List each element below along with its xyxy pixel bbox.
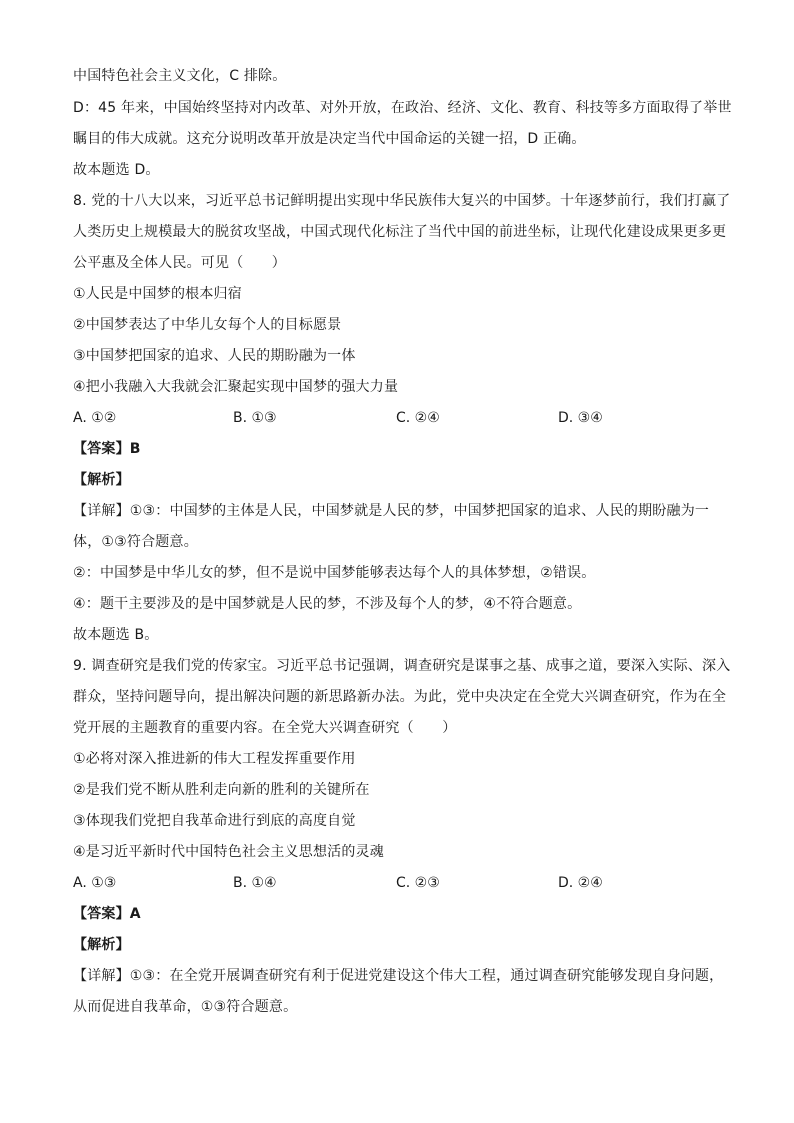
question-8-detail-line-3: ②：中国梦是中华儿女的梦，但不是说中国梦能够表达每个人的具体梦想，②错误。: [73, 565, 596, 581]
question-8-stem-line-2: 人类历史上规模最大的脱贫攻坚战，中国式现代化标注了当代中国的前进坐标，让现代化建设成果更多更: [73, 224, 727, 240]
prev-explanation-line-2: D：45 年来，中国始终坚持对内改革、对外开放，在政治、经济、文化、教育、科技等多方面取得了举世: [73, 100, 732, 116]
question-9-detail-line-1: 【详解】①③：在全党开展调查研究有利于促进党建设这个伟大工程，通过调查研究能够发现自身问题，: [73, 968, 724, 984]
question-9-option-c: C. ②③: [396, 875, 440, 891]
question-9-analysis-heading: 【解析】: [73, 937, 130, 953]
question-8-detail-line-1: 【详解】①③：中国梦的主体是人民，中国梦就是人民的梦，中国梦把国家的追求、人民的期盼融为一: [73, 503, 710, 519]
prev-explanation-line-1: 中国特色社会主义文化，C 排除。: [73, 68, 287, 84]
question-8-detail-line-4: ④：题干主要涉及的是中国梦就是人民的梦，不涉及每个人的梦，④不符合题意。: [73, 596, 582, 612]
question-8-conclusion: 故本题选 B。: [73, 627, 159, 643]
question-9-statement-3: ③体现我们党把自我革命进行到底的高度自觉: [73, 813, 356, 829]
question-8-statement-3: ③中国梦把国家的追求、人民的期盼融为一体: [73, 348, 356, 364]
question-8-option-a: A. ①②: [73, 410, 117, 426]
question-9-statement-1: ①必将对深入推进新的伟大工程发挥重要作用: [73, 751, 356, 767]
question-9-statement-2: ②是我们党不断从胜利走向新的胜利的关键所在: [73, 782, 370, 798]
question-9-stem-line-2: 群众，坚持问题导向，提出解决问题的新思路新办法。为此，党中央决定在全党大兴调查研究，作为在全: [73, 689, 727, 705]
question-8-detail-line-2: 体，①③符合题意。: [73, 534, 198, 550]
question-9-stem-line-1: 9. 调查研究是我们党的传家宝。习近平总书记强调，调查研究是谋事之基、成事之道，要深入实际、深入: [73, 658, 731, 674]
question-8-statement-2: ②中国梦表达了中华儿女每个人的目标愿景: [73, 317, 342, 333]
question-9-option-d: D. ②④: [558, 875, 603, 891]
question-8-statement-4: ④把小我融入大我就会汇聚起实现中国梦的强大力量: [73, 379, 399, 395]
question-9-statement-4: ④是习近平新时代中国特色社会主义思想活的灵魂: [73, 844, 384, 860]
question-8-stem-line-1: 8. 党的十八大以来，习近平总书记鲜明提出实现中华民族伟大复兴的中国梦。十年逐梦前行，我们打赢了: [73, 193, 731, 209]
question-8-stem-line-3: 公平惠及全体人民。可见（ ）: [73, 255, 286, 271]
question-8-option-b: B. ①③: [233, 410, 277, 426]
question-9-option-b: B. ①④: [233, 875, 277, 891]
question-8-analysis-heading: 【解析】: [73, 472, 130, 488]
question-9-option-a: A. ①③: [73, 875, 117, 891]
question-8-option-d: D. ③④: [558, 410, 603, 426]
question-9-answer: 【答案】A: [73, 906, 141, 922]
question-8-statement-1: ①人民是中国梦的根本归宿: [73, 286, 242, 302]
question-9-options: [73, 873, 733, 893]
prev-conclusion: 故本题选 D。: [73, 162, 160, 178]
prev-explanation-line-3: 瞩目的伟大成就。这充分说明改革开放是决定当代中国命运的关键一招，D 正确。: [73, 131, 586, 147]
question-8-answer: 【答案】B: [73, 441, 141, 457]
question-8-option-c: C. ②④: [396, 410, 440, 426]
question-9-stem-line-3: 党开展的主题教育的重要内容。在全党大兴调查研究（ ）: [73, 720, 457, 736]
question-9-detail-line-2: 从而促进自我革命，①③符合题意。: [73, 999, 298, 1015]
question-8-options: [73, 408, 733, 428]
